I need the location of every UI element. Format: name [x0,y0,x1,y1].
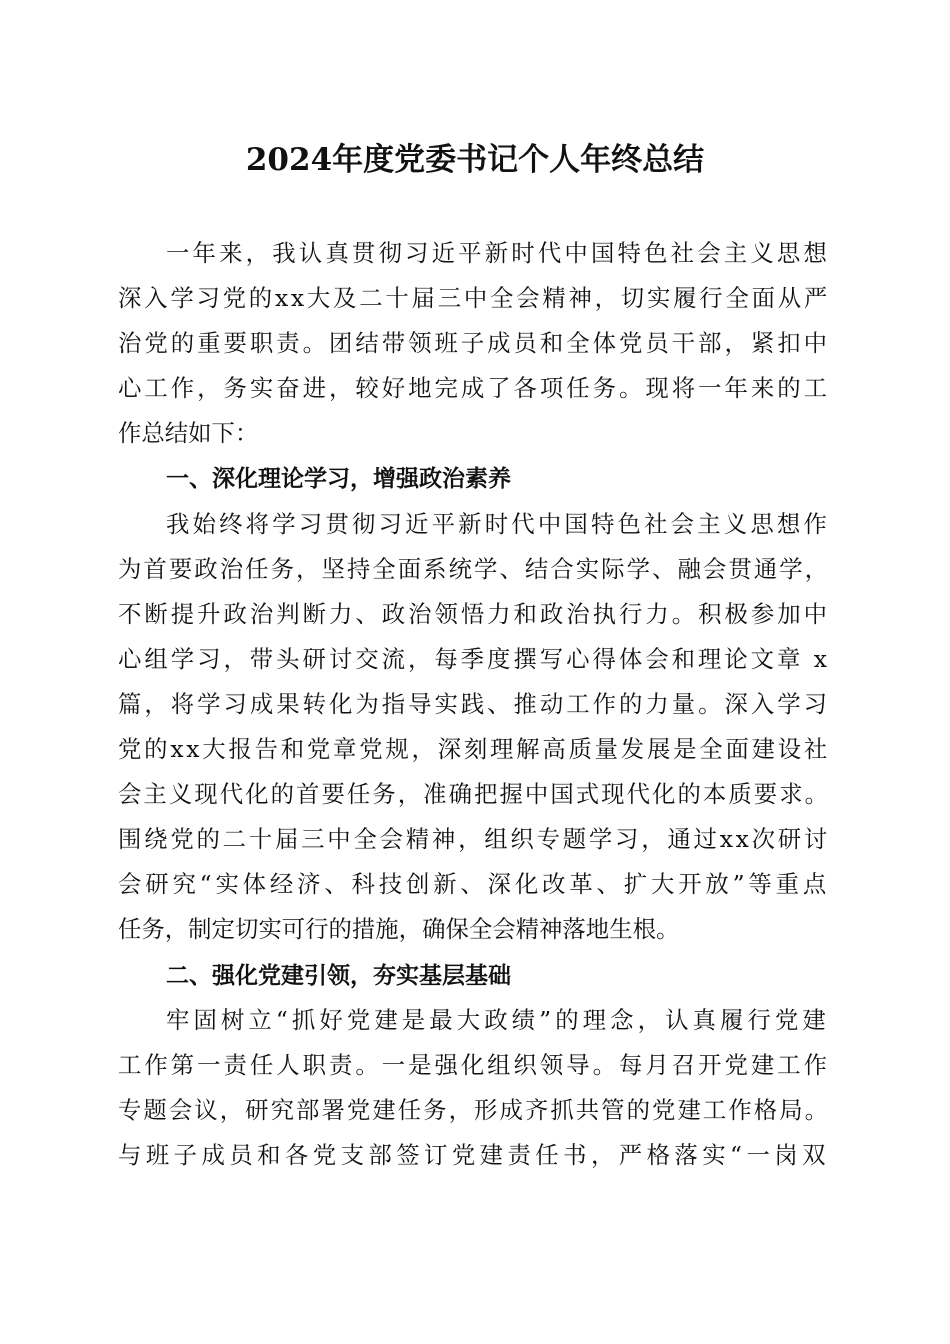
line-text: 牢固树立“抓好党建是最大政绩”的理念，认真履行党建 [166,1005,830,1034]
line-text: 围绕党的二十届三中全会精神，组织专题学习，通过xx次研讨 [118,825,831,854]
line-text: 一年来，我认真贯彻习近平新时代中国特色社会主义思想 [166,239,831,267]
heading-text: 二、强化党建引领，夯实基层基础 [166,962,511,989]
section-heading [118,953,830,998]
line-text: 任务，制定切实可行的措施，确保全会精神落地生根。 [118,915,680,944]
line-text: 治党的重要职责。团结带领班子成员和全体党员干部，紧扣中 [118,329,831,358]
line-text: 我始终将学习贯彻习近平新时代中国特色社会主义思想作 [166,509,831,538]
paragraph-line [118,772,830,817]
paragraph-line [118,366,830,411]
line-text: 与班子成员和各党支部签订党建责任书，严格落实“一岗双 [118,1140,830,1169]
paragraph-line [118,592,830,637]
paragraph-line [118,998,830,1043]
heading-text: 一、深化理论学习，增强政治素养 [166,466,511,493]
line-text: 会研究“实体经济、科技创新、深化改革、扩大开放”等重点 [118,870,831,899]
line-text: 工作第一责任人职责。一是强化组织领导。每月召开党建工作 [118,1050,831,1079]
paragraph-line [118,1043,830,1088]
section-heading [118,456,830,501]
line-text: 专题会议，研究部署党建任务，形成齐抓共管的党建工作格局。 [118,1095,831,1124]
paragraph-line [118,231,830,276]
line-text: 不断提升政治判断力、政治领悟力和政治执行力。积极参加中 [118,599,831,628]
paragraph-line [118,276,830,321]
paragraph-line [118,727,830,772]
paragraph-line [118,862,830,907]
line-text: 党的xx大报告和党章党规，深刻理解高质量发展是全面建设社 [118,735,831,764]
paragraph-line [118,637,830,682]
line-text: 深入学习党的xx大及二十届三中全会精神，切实履行全面从严 [118,284,831,313]
paragraph-line [118,547,830,592]
line-text: 心组学习，带头研讨交流，每季度撰写心得体会和理论文章 x [118,644,830,673]
paragraph-line [118,907,830,952]
line-text: 篇，将学习成果转化为指导实践、推动工作的力量。深入学习 [118,689,831,718]
document-title: 2024年度党委书记个人年终总结 [245,142,705,178]
paragraph-line [118,321,830,366]
paragraph-line [118,1088,830,1133]
paragraph-line [118,502,830,547]
paragraph-line [118,1133,830,1178]
line-text: 心工作，务实奋进，较好地完成了各项任务。现将一年来的工 [118,374,831,403]
paragraph-line [118,411,830,456]
paragraph-line [118,682,830,727]
line-text: 为首要政治任务，坚持全面系统学、结合实际学、融会贯通学， [118,554,831,583]
paragraph-line [118,817,830,862]
line-text: 作总结如下： [118,419,259,448]
document-body [118,231,830,1178]
line-text: 会主义现代化的首要任务，准确把握中国式现代化的本质要求。 [118,780,831,809]
